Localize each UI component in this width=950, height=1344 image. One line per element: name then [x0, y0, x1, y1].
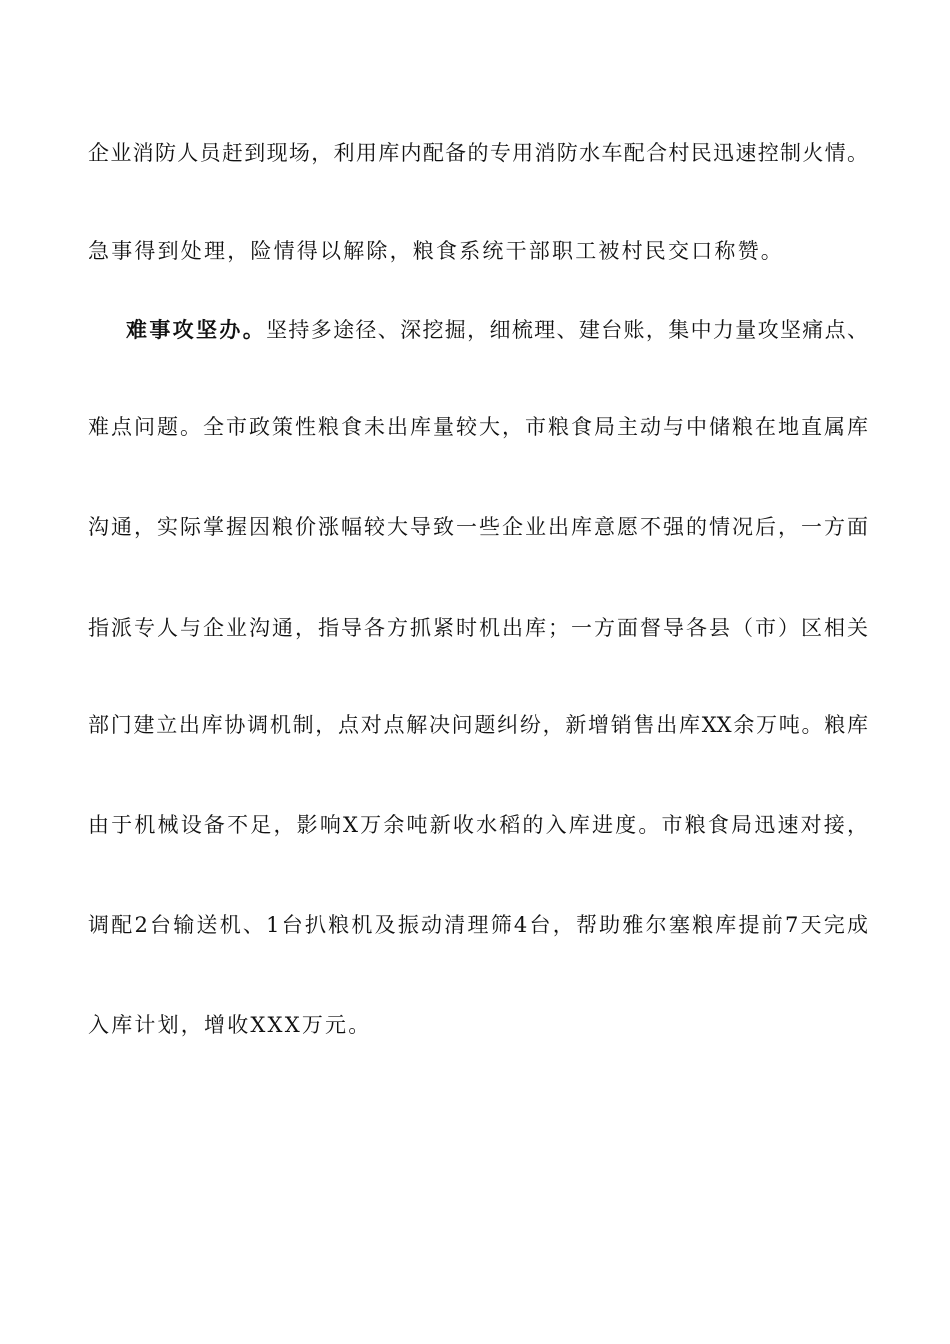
text-line-8: 调配2台输送机、1台扒粮机及振动清理筛4台，帮助雅尔塞粮库提前7天完成 [88, 913, 868, 937]
text-line-7: 由于机械设备不足，影响X万余吨新收水稻的入库进度。市粮食局迅速对接， [88, 813, 868, 837]
text-line-2: 急事得到处理，险情得以解除，粮食系统干部职工被村民交口称赞。 [88, 239, 784, 263]
paragraph-first-line [126, 315, 868, 345]
text-line-1: 企业消防人员赶到现场，利用库内配备的专用消防水车配合村民迅速控制火情。 [88, 141, 868, 165]
text-line-9: 入库计划，增收XXX万元。 [88, 1013, 372, 1037]
paragraph-first-line-text: 坚持多途径、深挖掘，细梳理、建台账，集中力量攻坚痛点、 [266, 318, 868, 342]
paragraph-heading: 难事攻坚办。 [126, 317, 267, 342]
text-line-5: 指派专人与企业沟通，指导各方抓紧时机出库；一方面督导各县（市）区相关 [88, 616, 868, 640]
text-line-3: 难点问题。全市政策性粮食未出库量较大，市粮食局主动与中储粮在地直属库 [88, 415, 868, 439]
text-line-4: 沟通，实际掌握因粮价涨幅较大导致一些企业出库意愿不强的情况后，一方面 [88, 515, 868, 539]
text-line-6: 部门建立出库协调机制，点对点解决问题纠纷，新增销售出库XX余万吨。粮库 [88, 713, 868, 737]
